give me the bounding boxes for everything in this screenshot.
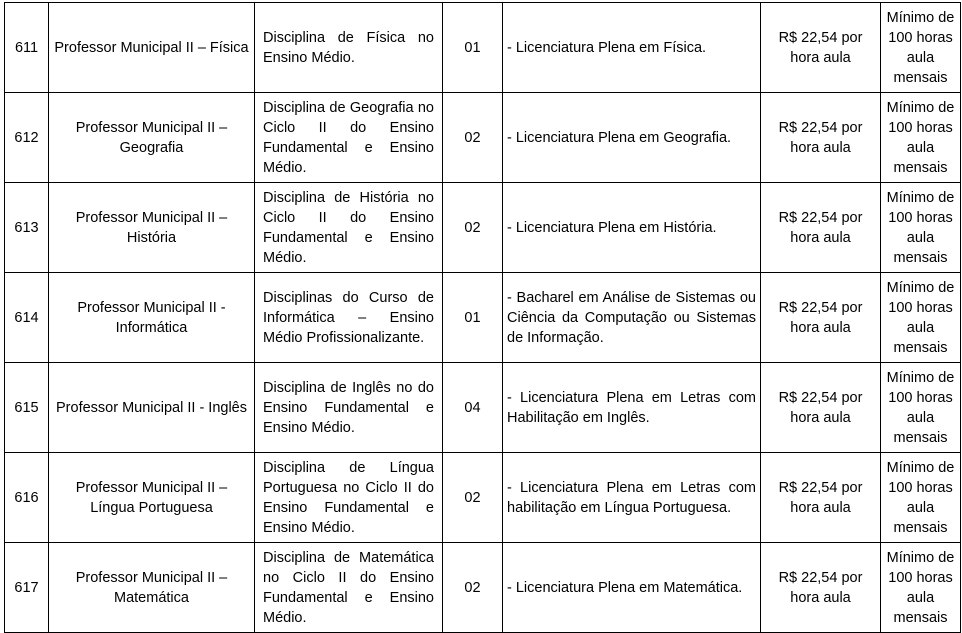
position-title-cell: Professor Municipal II – Física: [49, 3, 255, 93]
table-row: [5, 453, 961, 543]
subject-description-cell: Disciplina de Geografia no Ciclo II do Ensino Fundamental e Ensino Médio.: [255, 93, 443, 183]
workload-cell: Mínimo de 100 horas aula mensais: [881, 183, 961, 273]
position-title-cell: Professor Municipal II - Informática: [49, 273, 255, 363]
hourly-rate-cell: R$ 22,54 por hora aula: [761, 183, 881, 273]
requirement-cell: - Licenciatura Plena em Física.: [503, 3, 761, 93]
hourly-rate-cell: R$ 22,54 por hora aula: [761, 543, 881, 633]
position-title-cell: Professor Municipal II – História: [49, 183, 255, 273]
requirement-cell: - Licenciatura Plena em Letras com habilitação em Língua Portuguesa.: [503, 453, 761, 543]
vacancy-count-cell: 02: [443, 183, 503, 273]
position-code-cell: 612: [5, 93, 49, 183]
requirement-cell: - Licenciatura Plena em Geografia.: [503, 93, 761, 183]
requirement-cell: - Licenciatura Plena em Letras com Habilitação em Inglês.: [503, 363, 761, 453]
vacancy-count-cell: 01: [443, 273, 503, 363]
position-code-cell: 614: [5, 273, 49, 363]
workload-cell: Mínimo de 100 horas aula mensais: [881, 3, 961, 93]
subject-description-cell: Disciplinas do Curso de Informática – Ensino Médio Profissionalizante.: [255, 273, 443, 363]
position-code-cell: 615: [5, 363, 49, 453]
subject-description-cell: Disciplina de Matemática no Ciclo II do Ensino Fundamental e Ensino Médio.: [255, 543, 443, 633]
vacancy-count-cell: 02: [443, 453, 503, 543]
workload-cell: Mínimo de 100 horas aula mensais: [881, 543, 961, 633]
position-title-cell: Professor Municipal II - Inglês: [49, 363, 255, 453]
requirement-cell: - Licenciatura Plena em História.: [503, 183, 761, 273]
subject-description-cell: Disciplina de Física no Ensino Médio.: [255, 3, 443, 93]
workload-cell: Mínimo de 100 horas aula mensais: [881, 273, 961, 363]
position-code-cell: 617: [5, 543, 49, 633]
table-row: [5, 363, 961, 453]
hourly-rate-cell: R$ 22,54 por hora aula: [761, 273, 881, 363]
hourly-rate-cell: R$ 22,54 por hora aula: [761, 363, 881, 453]
workload-cell: Mínimo de 100 horas aula mensais: [881, 453, 961, 543]
table-row: [5, 183, 961, 273]
vacancy-count-cell: 02: [443, 93, 503, 183]
requirement-cell: - Bacharel em Análise de Sistemas ou Ciência da Computação ou Sistemas de Informação.: [503, 273, 761, 363]
subject-description-cell: Disciplina de Inglês no do Ensino Fundamental e Ensino Médio.: [255, 363, 443, 453]
position-code-cell: 611: [5, 3, 49, 93]
vacancy-count-cell: 01: [443, 3, 503, 93]
workload-cell: Mínimo de 100 horas aula mensais: [881, 363, 961, 453]
table-row: [5, 273, 961, 363]
hourly-rate-cell: R$ 22,54 por hora aula: [761, 3, 881, 93]
table-row: [5, 543, 961, 633]
vacancy-count-cell: 04: [443, 363, 503, 453]
table-row: [5, 3, 961, 93]
position-title-cell: Professor Municipal II – Língua Portuguesa: [49, 453, 255, 543]
position-title-cell: Professor Municipal II – Geografia: [49, 93, 255, 183]
subject-description-cell: Disciplina de Língua Portuguesa no Ciclo II do Ensino Fundamental e Ensino Médio.: [255, 453, 443, 543]
positions-table: [4, 2, 961, 633]
hourly-rate-cell: R$ 22,54 por hora aula: [761, 453, 881, 543]
hourly-rate-cell: R$ 22,54 por hora aula: [761, 93, 881, 183]
workload-cell: Mínimo de 100 horas aula mensais: [881, 93, 961, 183]
vacancy-count-cell: 02: [443, 543, 503, 633]
position-code-cell: 616: [5, 453, 49, 543]
position-code-cell: 613: [5, 183, 49, 273]
table-row: [5, 93, 961, 183]
subject-description-cell: Disciplina de História no Ciclo II do Ensino Fundamental e Ensino Médio.: [255, 183, 443, 273]
requirement-cell: - Licenciatura Plena em Matemática.: [503, 543, 761, 633]
position-title-cell: Professor Municipal II – Matemática: [49, 543, 255, 633]
